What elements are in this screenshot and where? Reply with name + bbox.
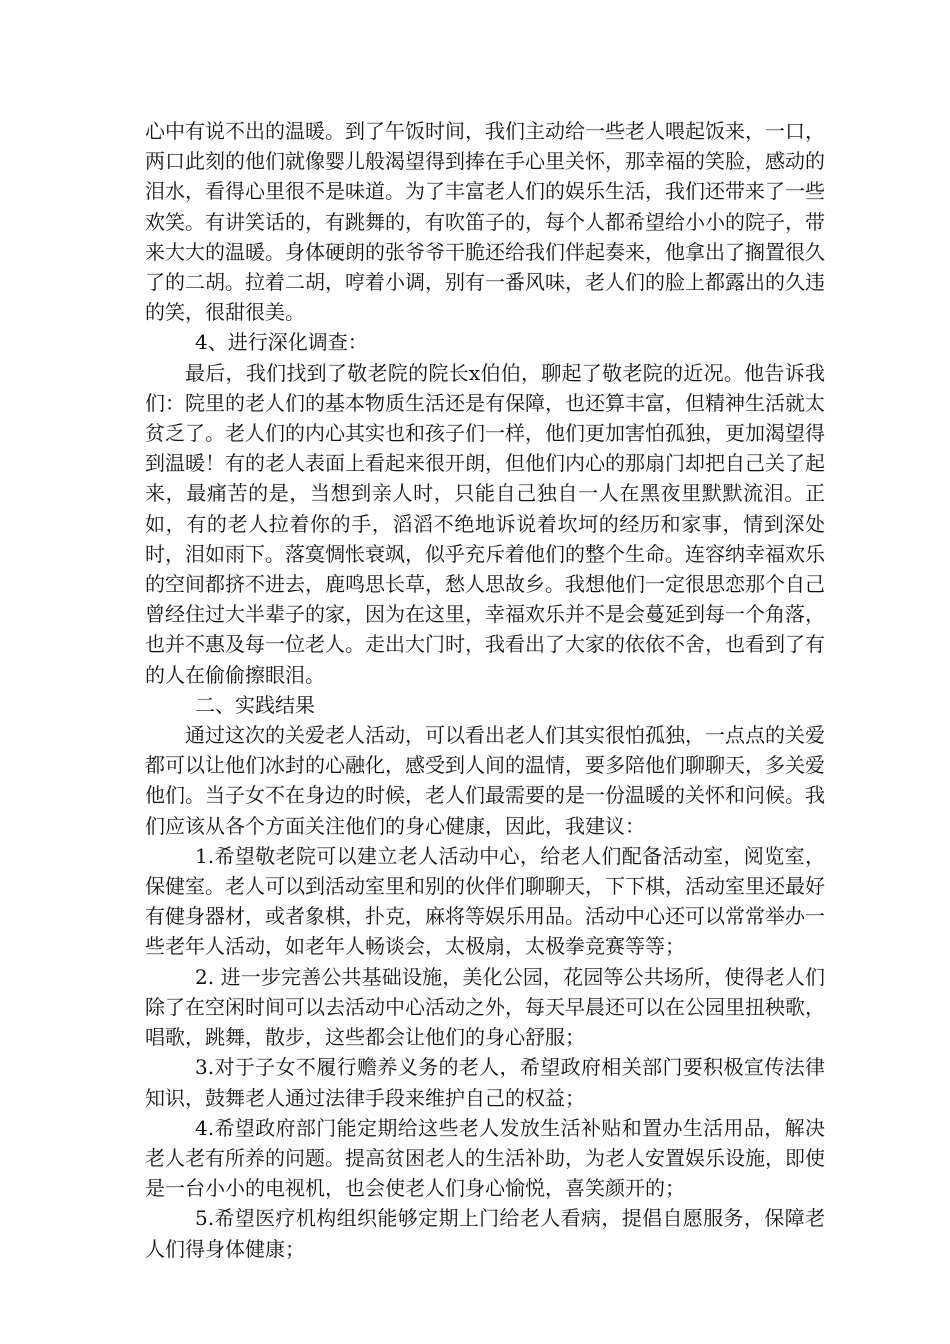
paragraph-director-talk: 最后，我们找到了敬老院的院长x伯伯，聊起了敬老院的近况。他告诉我们：院里的老人们的基本物质生活还是有保障，也还算丰富，但精神生活就太贫乏了。老人们的内心其实也和孩子们一样，他们更加害怕孤独，更加渴望得到温暖！有的老人表面上看起来很开朗，但他们内心的那扇门却把自己关了起来，最痛苦的是，当想到亲人时，只能自己独自一人在黑夜里默默流泪。正如，有的老人拉着你的手，滔滔不绝地诉说着坎坷的经历和家事，情到深处时，泪如雨下。落寞惆怅衰飒，似乎充斥着他们的整个生命。连容纳幸福欢乐的空间都挤不进去，鹿鸣思长草，愁人思故乡。我想他们一定很思恋那个自己曾经住过大半辈子的家，因为在这里，幸福欢乐并不是会蔓延到每一个角落，也并不惠及每一位老人。走出大门时，我看出了大家的依依不舍，也看到了有的人在偷偷擦眼泪。 [145, 360, 825, 687]
suggestion-item-2: 2. 进一步完善公共基础设施，美化公园，花园等公共场所，使得老人们除了在空闲时间可以去活动中心活动之外，每天早晨还可以在公园里扭秧歌，唱歌，跳舞，散步，这些都会让他们的身心舒服； [145, 964, 825, 1050]
section-heading-investigation: 4、进行深化调查： [195, 330, 368, 355]
suggestion-item-5: 5.希望医疗机构组织能够定期上门给老人看病，提倡自愿服务，保障老人们得身体健康； [145, 1206, 825, 1261]
suggestion-item-4: 4.希望政府部门能定期给这些老人发放生活补贴和置办生活用品，解决老人老有所养的问题。提高贫困老人的生活补助，为老人安置娱乐设施，即使是一台小小的电视机，也会使老人们身心愉悦，喜笑颜开的； [145, 1115, 825, 1201]
paragraph-continued: 心中有说不出的温暖。到了午饭时间，我们主动给一些老人喂起饭来，一口，两口此刻的他们就像婴儿般渴望得到捧在手心里关怀，那幸福的笑脸，感动的泪水，看得心里很不是味道。为了丰富老人们的娱乐生活，我们还带来了一些欢笑。有讲笑话的，有跳舞的，有吹笛子的，每个人都希望给小小的院子，带来大大的温暖。身体硬朗的张爷爷干脆还给我们伴起奏来，他拿出了搁置很久了的二胡。拉着二胡，哼着小调，别有一番风味，老人们的脸上都露出的久违的笑，很甜很美。 [145, 119, 825, 325]
suggestion-item-3: 3.对于子女不履行赡养义务的老人，希望政府相关部门要积极宣传法律知识，鼓舞老人通过法律手段来维护自己的权益； [145, 1055, 825, 1110]
section-heading-results: 二、实践结果 [195, 692, 315, 717]
suggestion-item-1: 1.希望敬老院可以建立老人活动中心，给老人们配备活动室，阅览室，保健室。老人可以到活动室里和别的伙伴们聊聊天，下下棋，活动室里还最好有健身器材，或者象棋，扑克，麻将等娱乐用品。活动中心还可以常常举办一些老年人活动，如老年人畅谈会，太极扇，太极拳竞赛等等； [145, 843, 825, 959]
document-body [145, 116, 825, 1264]
paragraph-results-summary: 通过这次的关爱老人活动，可以看出老人们其实很怕孤独，一点点的关爱都可以让他们冰封的心融化，感受到人间的温情，要多陪他们聊聊天，多关爱他们。当子女不在身边的时候，老人们最需要的是一份温暖的关怀和问候。我们应该从各个方面关注他们的身心健康，因此，我建议： [145, 723, 825, 838]
